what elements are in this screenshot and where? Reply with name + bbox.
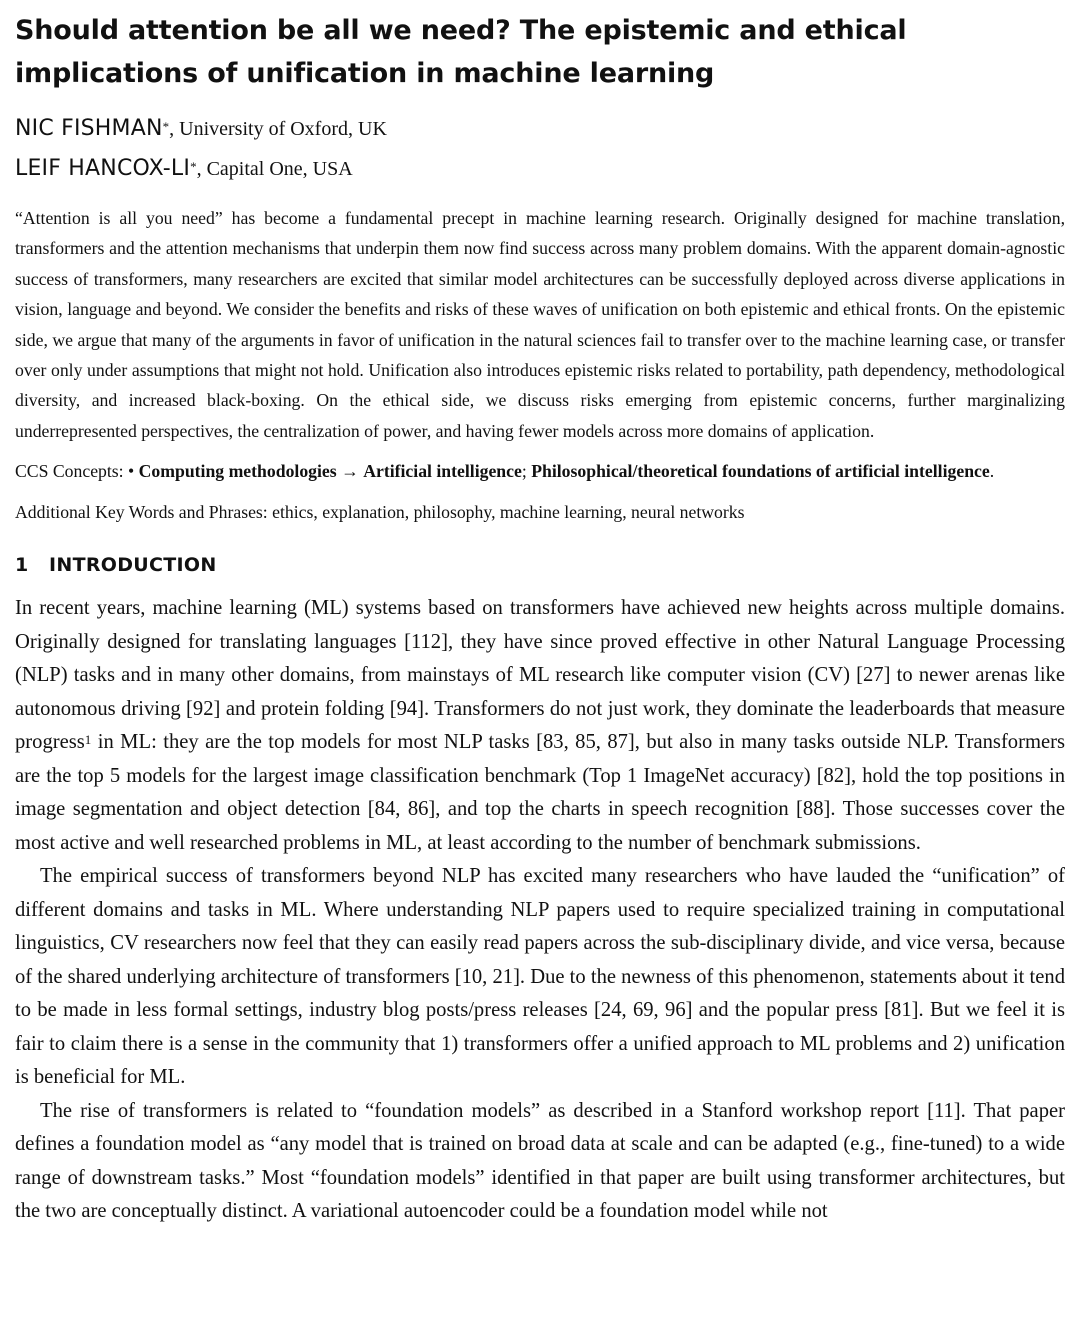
author-2 <box>15 149 1065 189</box>
ccs-concepts <box>15 456 1065 487</box>
ccs-concept-1: Computing methodologies <box>138 461 337 482</box>
ccs-label: CCS Concepts: • <box>15 461 135 482</box>
keywords: Additional Key Words and Phrases: ethics, explanation, philosophy, machine learning, neural networks <box>15 502 745 523</box>
paragraph-2: The empirical success of transformers beyond NLP has excited many researchers who have lauded the “unification” of different domains and tasks in ML. Where understanding NLP papers used to require specialized training in computational linguistics, CV researchers now feel that they can easily read papers across the sub-disciplinary divide, and vice versa, because of the shared underlying architecture of transformers [10, 21]. Due to the newness of this phenomenon, statements about it tend to be made in less formal settings, industry blog posts/press releases [24, 69, 96] and the popular press [81]. But we feel it is fair to claim there is a sense in the community that 1) transformers offer a unified approach to ML problems and 2) unification is beneficial for ML. <box>15 865 1065 1089</box>
paper-page <box>15 0 1065 1229</box>
author-1-name: NIC FISHMAN <box>15 116 163 141</box>
abstract: “Attention is all you need” has become a fundamental precept in machine learning research. Originally designed for machine translation, transformers and the attention mechanisms that underpin them now find success across many problem domains. With the apparent domain-agnostic success of transformers, many researchers are excited that similar model architectures can be successfully deployed across diverse applications in vision, language and beyond. We consider the benefits and risks of these waves of unification on both epistemic and ethical fronts. On the epistemic side, we argue that many of the arguments in favor of unification in the natural sciences fail to transfer over to the machine learning case, or transfer over only under assumptions that might not hold. Unification also introduces epistemic risks related to portability, path dependency, methodological diversity, and increased black-boxing. On the ethical side, we discuss risks emerging from epistemic concerns, further marginalizing underrepresented perspectives, the centralization of power, and having fewer models across more domains of application. <box>15 208 1065 441</box>
paragraph-1-part-1: In recent years, machine learning (ML) systems based on transformers have achieved new heights across multiple domains. Originally designed for translating languages [112], they have since proved effective in other Natural Language Processing (NLP) tasks and in many other domains, from mainstays of ML research like computer vision (CV) [27] to newer arenas like autonomous driving [92] and protein folding [94]. Transformers do not just work, they dominate the leaderboards that measure progress <box>15 597 1065 754</box>
ccs-concept-2: Artificial intelligence <box>363 461 522 482</box>
paper-title: Should attention be all we need? The epistemic and ethical implications of unification in machine learning <box>15 15 907 89</box>
author-1 <box>15 109 1065 149</box>
author-list <box>15 109 1065 189</box>
author-1-affiliation: , University of Oxford, UK <box>169 118 387 140</box>
section-body <box>15 592 1065 1229</box>
paragraph-1 <box>15 592 1065 860</box>
ccs-arrow: → <box>341 461 359 482</box>
ccs-end: . <box>989 461 995 482</box>
author-2-marker: * <box>190 159 197 174</box>
ccs-separator: ; <box>521 461 527 482</box>
ccs-concept-3: Philosophical/theoretical foundations of artificial intelligence <box>531 461 990 482</box>
section-number: 1 <box>15 554 29 577</box>
section-heading <box>15 550 1065 580</box>
paragraph-1-part-2: in ML: they are the top models for most NLP tasks [83, 85, 87], but also in many tasks outside NLP. Transformers are the top 5 models for the largest image classification benchmark (Top 1 ImageNet accuracy) [82], hold the top positions in image segmentation and object detection [84, 86], and top the charts in speech recognition [88]. Those successes cover the most active and well researched problems in ML, at least according to the number of benchmark submissions. <box>15 731 1065 854</box>
author-2-name: LEIF HANCOX-LI <box>15 156 191 181</box>
author-1-marker: * <box>162 119 170 134</box>
footnote-marker[interactable]: 1 <box>84 732 92 748</box>
section-title: INTRODUCTION <box>49 554 217 577</box>
author-2-affiliation: , Capital One, USA <box>196 158 353 180</box>
paragraph-3: The rise of transformers is related to “foundation models” as described in a Stanford workshop report [11]. That paper defines a foundation model as “any model that is trained on broad data at scale and can be adapted (e.g., fine-tuned) to a wide range of downstream tasks.” Most “foundation models” identified in that paper are built using transformer architectures, but the two are conceptually distinct. A variational autoencoder could be a foundation model while not <box>15 1099 1065 1223</box>
